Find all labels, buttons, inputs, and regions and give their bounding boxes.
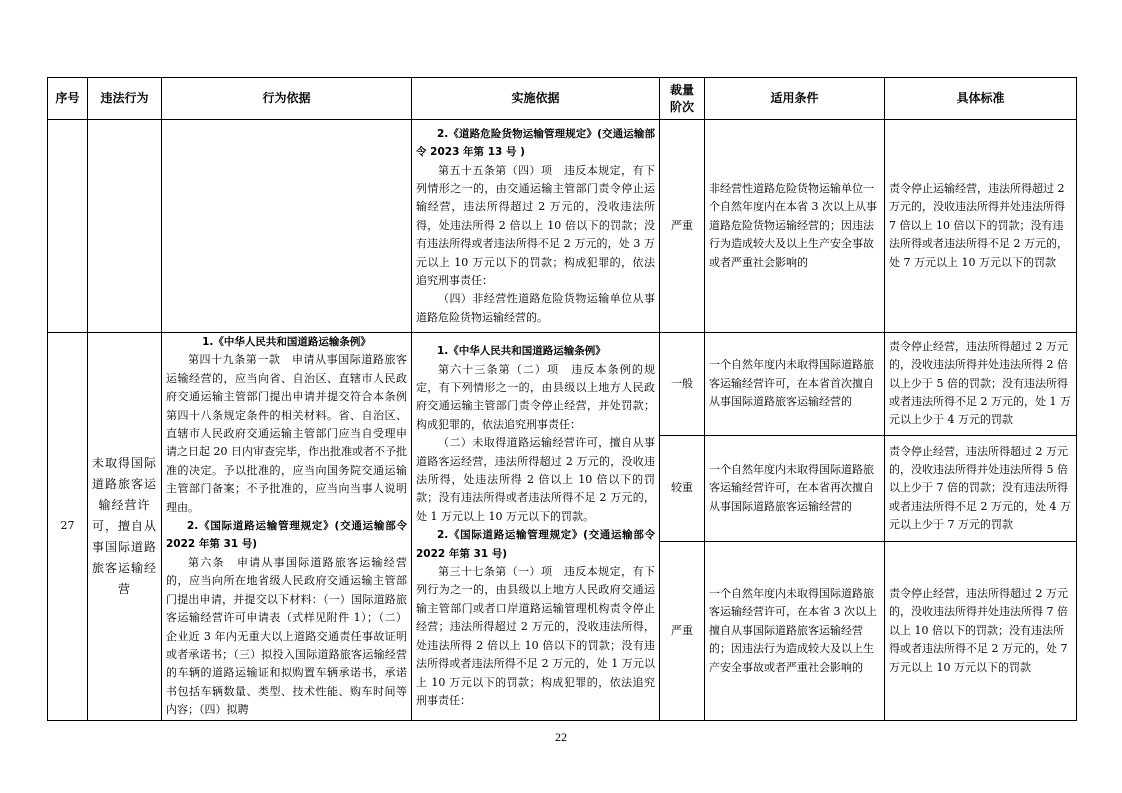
specific-standard-cell: 责令停止运输经营，违法所得超过 2 万元的，没收违法所得并处违法所得 7 倍以上 10 倍以下的罚款；没有违法所得或者违法所得不足 2 万元的，处 7 万元以上 10 万元以下的罚款 bbox=[885, 120, 1077, 333]
implementation-basis-title: 2.《道路危险货物运输管理规定》(交通运输部令 2023 年第 13 号 ) bbox=[416, 127, 655, 159]
penalty-table bbox=[47, 77, 1077, 721]
discretion-level-cell: 严重 bbox=[660, 542, 705, 720]
applicable-condition-cell: 一个自然年度内未取得国际道路旅客运输经营许可，在本省 3 次以上擅自从事国际道路旅客运输经营的；因违法行为造成较大及以上生产安全事故或者严重社会影响的 bbox=[705, 542, 885, 720]
table-row-continuation bbox=[48, 120, 1077, 333]
specific-standard-cell: 责令停止经营，违法所得超过 2 万元的，没收违法所得并处违法所得 2 倍以上少于 5 倍的罚款；没有违法所得或者违法所得不足 2 万元的，处 1 万元以上少于 4 万元的罚款 bbox=[885, 333, 1077, 436]
serial-cell-empty bbox=[48, 120, 88, 333]
implementation-basis-cell bbox=[412, 333, 660, 721]
applicable-condition-cell: 一个自然年度内未取得国际道路旅客运输经营许可，在本省再次擅自从事国际道路旅客运输经营的 bbox=[705, 435, 885, 542]
implementation-basis-title: 1.《中华人民共和国道路运输条例》 bbox=[437, 345, 606, 358]
violation-cell: 未取得国际道路旅客运输经营许可，擅自从事国际道路旅客运输经营 bbox=[88, 333, 162, 721]
page-number: 22 bbox=[555, 730, 567, 744]
implementation-basis-text: 第三十七条第（一）项 违反本规定，有下列行为之一的，由县级以上地方人民政府交通运输主管部门或者口岸道路运输管理机构责令停止经营；违法所得超过 2 万元的，没收违法所得，处违法所得 2 倍以上 10 倍以下的罚款；没有违法所得或者违法所得不足 2 万元的，处 1 万元以上 10 万元以下的罚款；构成犯罪的，依法追究刑事责任： bbox=[416, 565, 655, 707]
behavior-basis-text: 第四十九条第一款 申请从事国际道路旅客运输经营的，应当向省、自治区、直辖市人民政府交通运输主管部门提出申请并提交符合本条例第四十八条规定条件的相关材料。省、自治区、直辖市人民政府交通运输主管部门应当自受理申请之日起 20 日内审查完毕，作出批准或者不予批准的决定。予以批准的，应当向国务院交通运输主管部门备案；不予批准的，应当向当事人说明理由。 bbox=[166, 353, 407, 514]
applicable-condition-cell: 非经营性道路危险货物运输单位一个自然年度内在本省 3 次以上从事道路危险货物运输经营的；因违法行为造成较大及以上生产安全事故或者严重社会影响的 bbox=[705, 120, 885, 333]
header-implementation-basis: 实施依据 bbox=[412, 78, 660, 120]
implementation-basis-text: （二）未取得道路运输经营许可，擅自从事道路客运经营，违法所得超过 2 万元的，没收违法所得，处违法所得 2 倍以上 10 倍以下的罚款；没有违法所得或者违法所得不足 2 万元的，处 1 万元以上 10 万元以下的罚款。 bbox=[416, 436, 655, 523]
header-serial: 序号 bbox=[48, 78, 88, 120]
discretion-level-cell: 较重 bbox=[660, 435, 705, 542]
implementation-basis-text: （四）非经营性道路危险货物运输单位从事道路危险货物运输经营的。 bbox=[416, 292, 655, 324]
behavior-basis-title: 2.《国际道路运输管理规定》(交通运输部令 2022 年第 31 号) bbox=[166, 520, 407, 551]
specific-standard-cell: 责令停止经营，违法所得超过 2 万元的，没收违法所得并处违法所得 7 倍以上 10 倍以下的罚款；没有违法所得或者违法所得不足 2 万元的，处 7 万元以上 10 万元以下的罚款 bbox=[885, 542, 1077, 720]
discretion-level-cell: 严重 bbox=[660, 120, 705, 333]
specific-standard-cell: 责令停止经营，违法所得超过 2 万元的，没收违法所得并处违法所得 5 倍以上少于 7 倍的罚款；没有违法所得或者违法所得不足 2 万元的，处 4 万元以上少于 7 万元的罚款 bbox=[885, 435, 1077, 542]
header-row bbox=[48, 78, 1077, 120]
header-violation: 违法行为 bbox=[88, 78, 162, 120]
violation-cell-empty bbox=[88, 120, 162, 333]
implementation-basis-cell bbox=[412, 120, 660, 333]
implementation-basis-title: 2.《国际道路运输管理规定》(交通运输部令 2022 年第 31 号) bbox=[416, 529, 655, 560]
behavior-basis-text: 第六条 申请从事国际道路旅客运输经营的，应当向所在地省级人民政府交通运输主管部门提出申请，并提交以下材料：（一）国际道路旅客运输经营许可申请表（式样见附件 1）；（二）企业近 3 年内无重大以上道路交通责任事故证明或者承诺书；（三）拟投入国际道路旅客运输经营的车辆的道路运输证和拟购置车辆承诺书，承诺书包括车辆数量、类型、技术性能、购车时间等内容；（四）拟聘 bbox=[166, 555, 407, 717]
table-row-27 bbox=[48, 333, 1077, 436]
serial-number-cell: 27 bbox=[48, 333, 88, 721]
behavior-basis-cell-empty bbox=[162, 120, 412, 333]
header-behavior-basis: 行为依据 bbox=[162, 78, 412, 120]
header-applicable-conditions: 适用条件 bbox=[705, 78, 885, 120]
applicable-condition-cell: 一个自然年度内未取得国际道路旅客运输经营许可，在本省首次擅自从事国际道路旅客运输经营的 bbox=[705, 333, 885, 436]
behavior-basis-title: 1.《中华人民共和国道路运输条例》 bbox=[202, 336, 371, 348]
discretion-level-cell: 一般 bbox=[660, 333, 705, 436]
behavior-basis-cell bbox=[162, 333, 412, 721]
implementation-basis-text: 第五十五条第（四）项 违反本规定，有下列情形之一的，由交通运输主管部门责令停止运输经营，违法所得超过 2 万元的，没收违法所得，处违法所得 2 倍以上 10 倍以下的罚款；没有违法所得或者违法所得不足 2 万元的，处 3 万元以上 10 万元以下的罚款；构成犯罪的，依法追究刑事责任： bbox=[416, 163, 655, 288]
header-specific-standard: 具体标准 bbox=[885, 78, 1077, 120]
implementation-basis-text: 第六十三条第（二）项 违反本条例的规定，有下列情形之一的，由县级以上地方人民政府交通运输主管部门责令停止经营，并处罚款；构成犯罪的，依法追究刑事责任： bbox=[416, 362, 655, 431]
header-discretion-level: 裁量阶次 bbox=[660, 78, 705, 120]
